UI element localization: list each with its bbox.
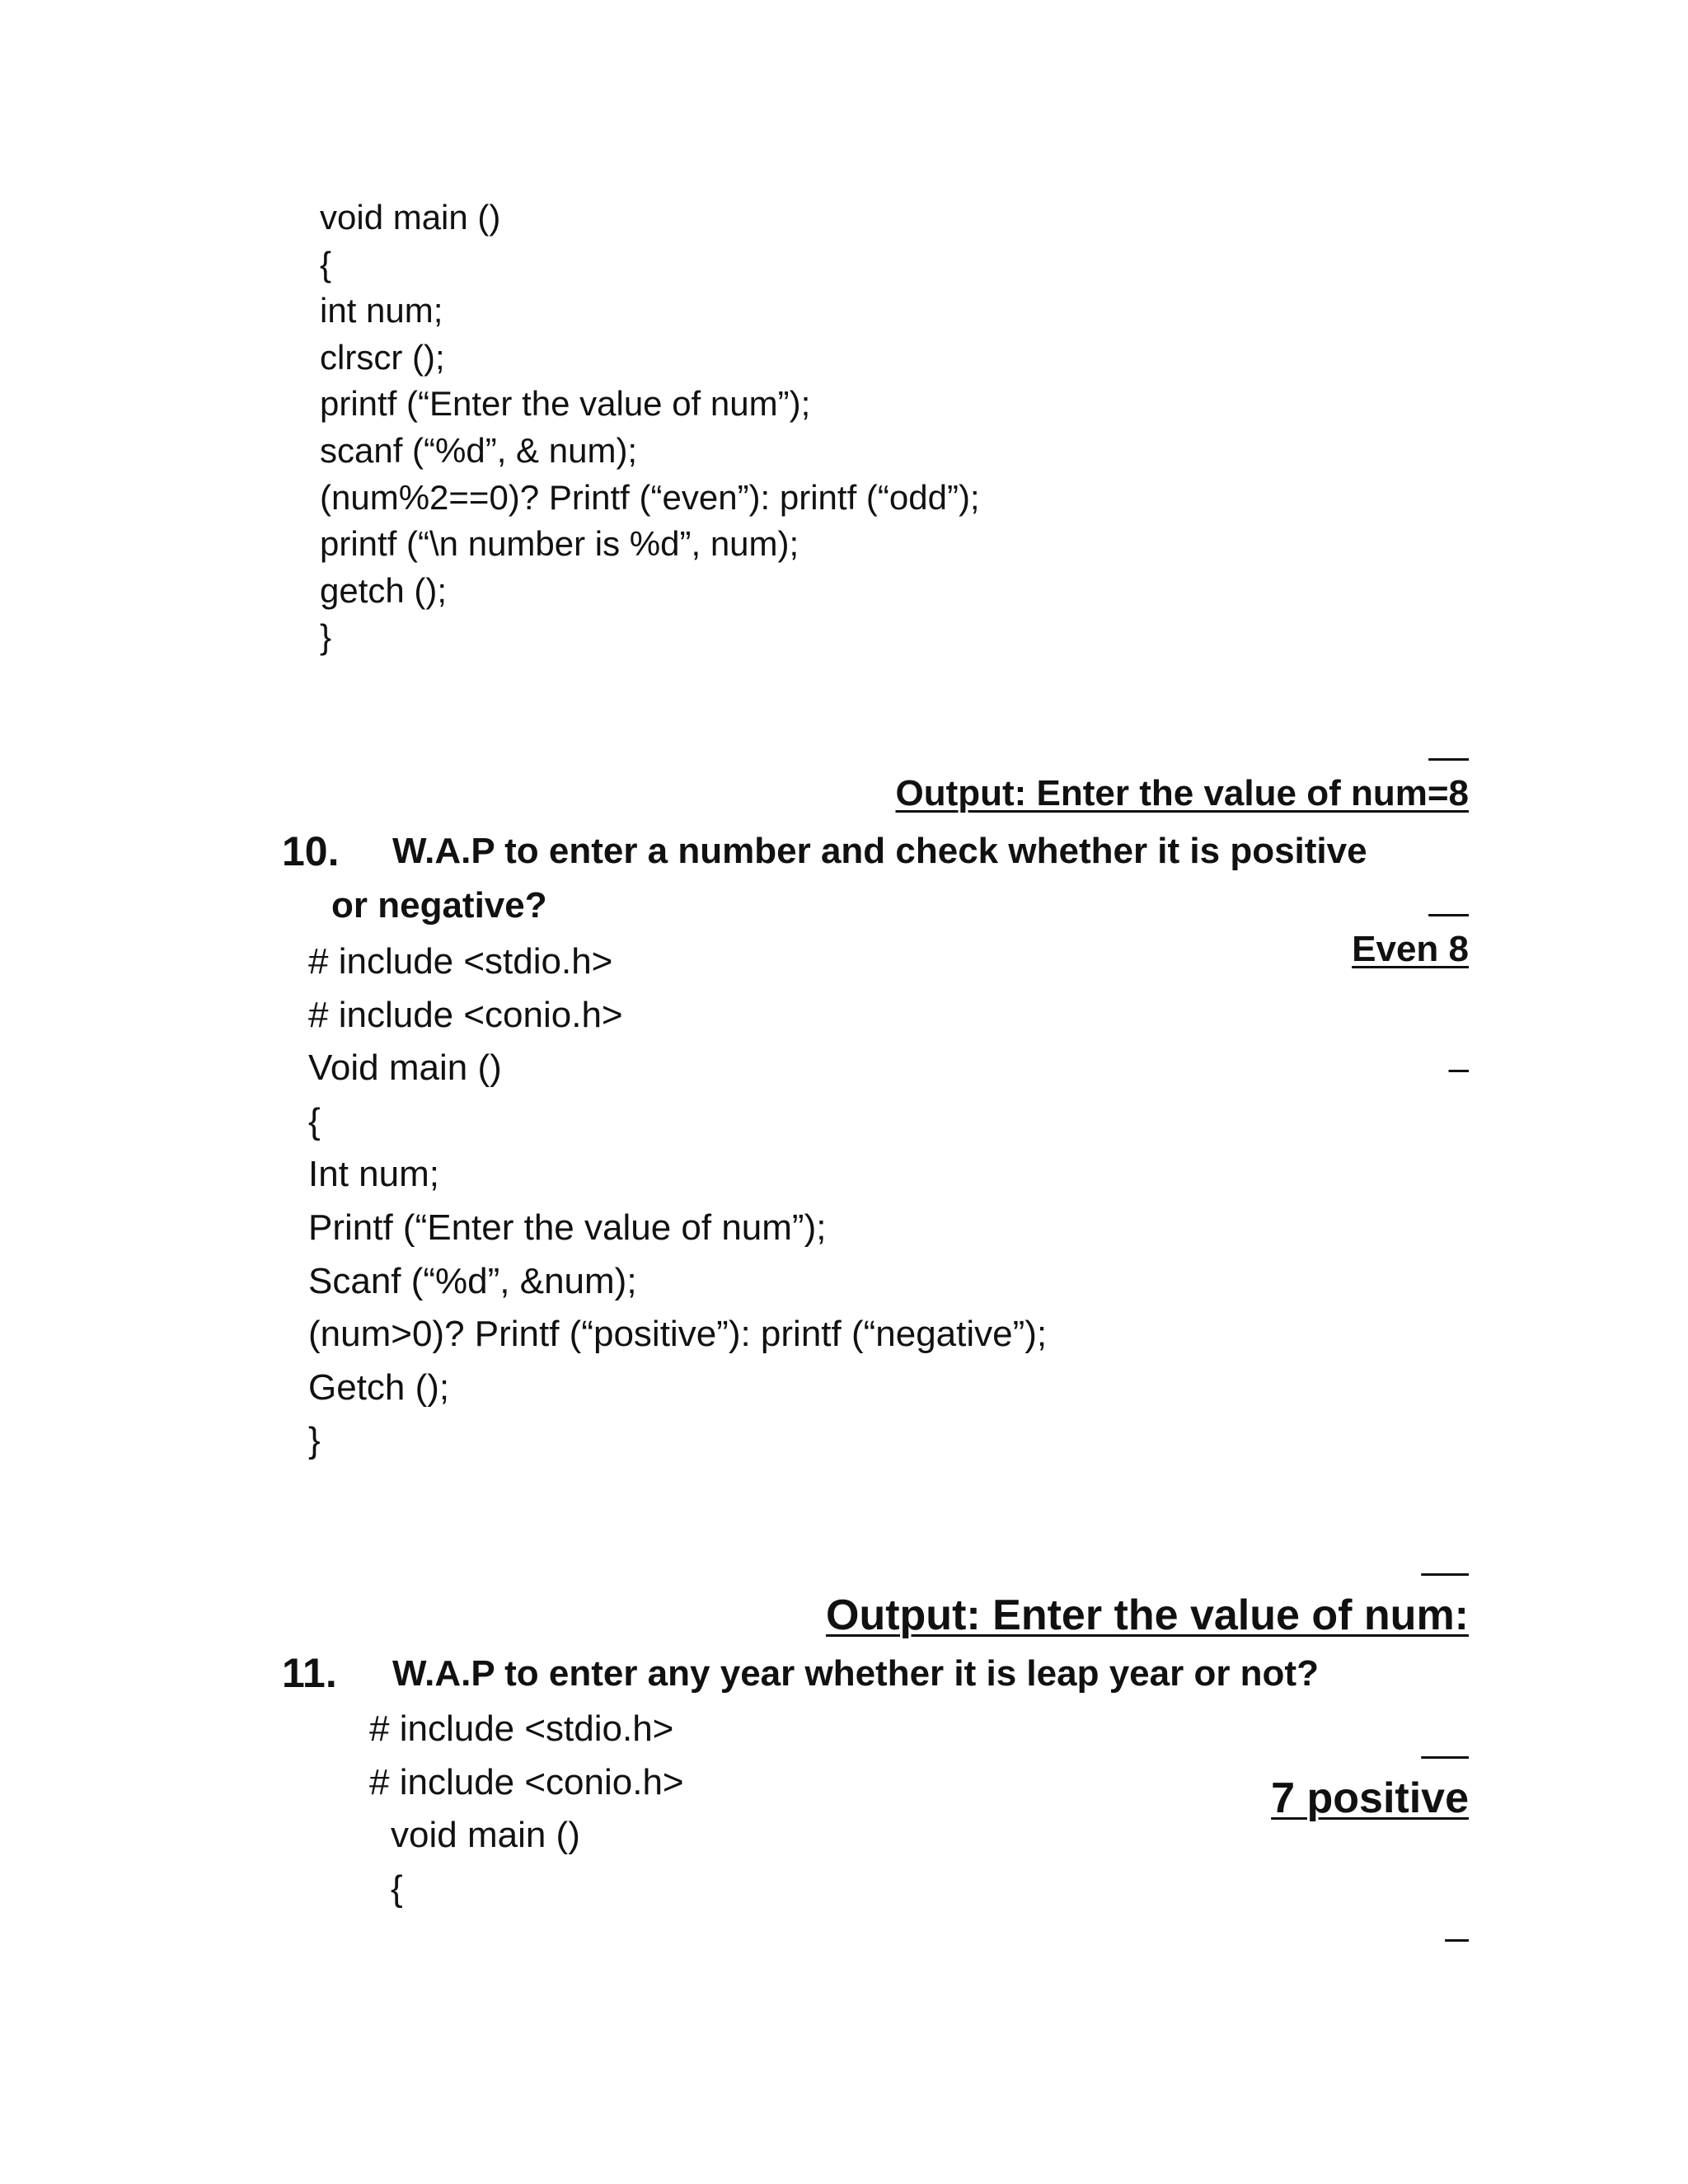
code-block-even-odd [320, 194, 980, 661]
code-line: # include <conio.h> [308, 994, 623, 1035]
question-number: 11. [282, 1650, 337, 1696]
code-line: (num>0)? Printf (“positive”): printf (“negative”); [308, 1314, 1048, 1355]
code-line: { [308, 1100, 321, 1141]
question-number: 10. [282, 828, 340, 874]
code-line: clrscr (); [320, 337, 445, 377]
code-line: getch (); [320, 570, 448, 610]
code-line: Void main () [308, 1047, 502, 1089]
code-line: (num%2==0)? Printf (“even”): printf (“odd”); [320, 477, 980, 517]
code-line: { [320, 244, 332, 284]
code-line: # include <stdio.h> [308, 941, 613, 982]
output-line: 7 positive [1271, 1774, 1469, 1822]
code-line: Printf (“Enter the value of num”); [308, 1207, 827, 1248]
code-line: int num; [320, 291, 443, 330]
code-line: } [320, 617, 332, 657]
code-line: Scanf (“%d”, &num); [308, 1260, 637, 1301]
code-line: } [308, 1420, 321, 1461]
code-line: void main () [320, 198, 501, 237]
output-line: Output: Enter the value of num: [826, 1591, 1469, 1639]
code-block-leap-year [369, 1703, 684, 1915]
code-line: printf (“\n number is %d”, num); [320, 524, 799, 564]
code-line: void main () [391, 1815, 580, 1855]
question-title: W.A.P to enter any year whether it is leap year or not? [392, 1653, 1319, 1694]
code-line: # include <conio.h> [369, 1761, 684, 1802]
output-line: Output: Enter the value of num=8 [895, 773, 1469, 813]
code-block-positive-negative [308, 935, 1047, 1468]
code-line: # include <stdio.h> [369, 1708, 674, 1749]
code-line: printf (“Enter the value of num”); [320, 384, 811, 424]
question-title-continued: or negative? [331, 885, 547, 926]
output-positive-negative [826, 1463, 1469, 1951]
question-title: W.A.P to enter a number and check whether it is positive [392, 831, 1367, 871]
code-line: scanf (“%d”, & num); [320, 430, 638, 470]
code-line: Getch (); [308, 1366, 450, 1408]
code-line: { [391, 1868, 403, 1909]
code-line: Int num; [308, 1154, 439, 1195]
output-line: Even 8 [1352, 929, 1469, 969]
